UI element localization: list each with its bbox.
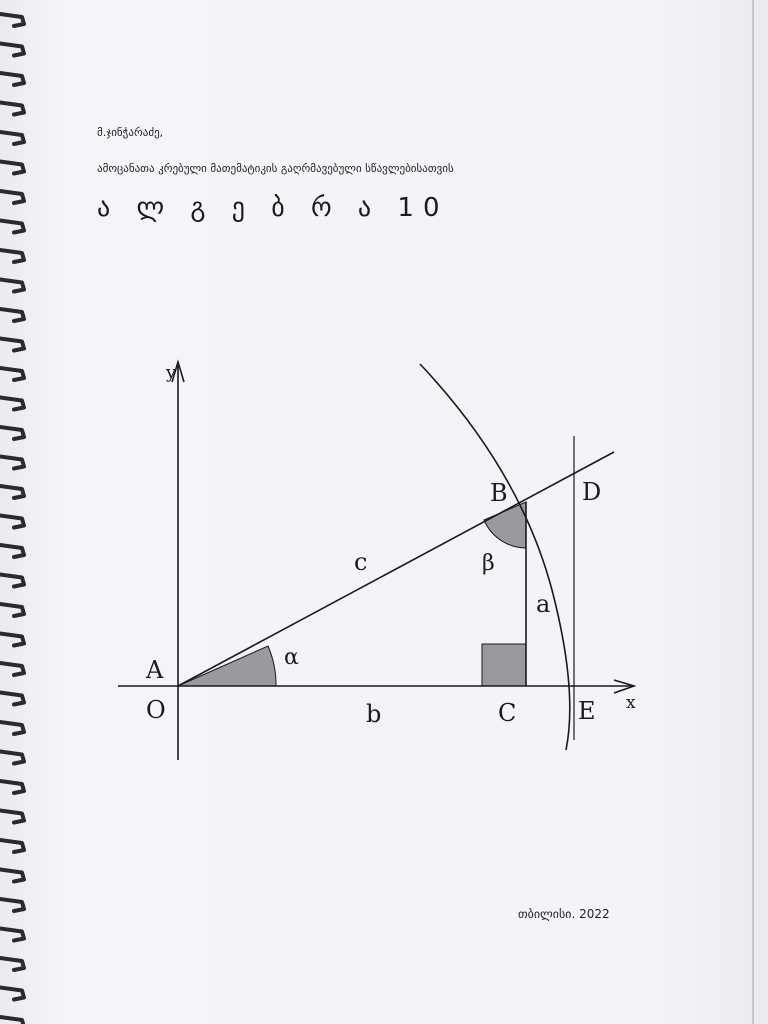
point-a-label: A: [146, 656, 164, 684]
point-b-label: B: [490, 479, 508, 507]
side-a-label: a: [536, 590, 551, 618]
point-o-label: O: [146, 696, 166, 724]
point-d-label: D: [582, 478, 602, 506]
point-e-label: E: [578, 697, 596, 725]
y-axis-label: y: [166, 362, 177, 383]
place-and-year: თბილისი. 2022: [518, 907, 610, 921]
right-angle-marker: [482, 644, 526, 686]
unit-circle-arc: [420, 364, 570, 750]
side-c-label: c: [354, 548, 368, 576]
angle-alpha-label: α: [284, 645, 299, 670]
point-c-label: C: [498, 699, 517, 727]
book-subtitle: ამოცანათა კრებული მათემატიკის გაღრმავებული სწავლებისათვის: [97, 162, 454, 175]
x-axis-label: x: [626, 693, 636, 713]
author-name: მ.ჯინჭარაძე,: [97, 126, 164, 139]
hypotenuse-line: [178, 452, 614, 686]
beta-angle-shade: [484, 502, 526, 548]
side-b-label: b: [366, 700, 382, 728]
alpha-angle-shade: [178, 646, 276, 686]
angle-beta-label: β: [482, 551, 495, 576]
book-title: ა ლ გ ე ბ რ ა 10: [97, 193, 449, 223]
